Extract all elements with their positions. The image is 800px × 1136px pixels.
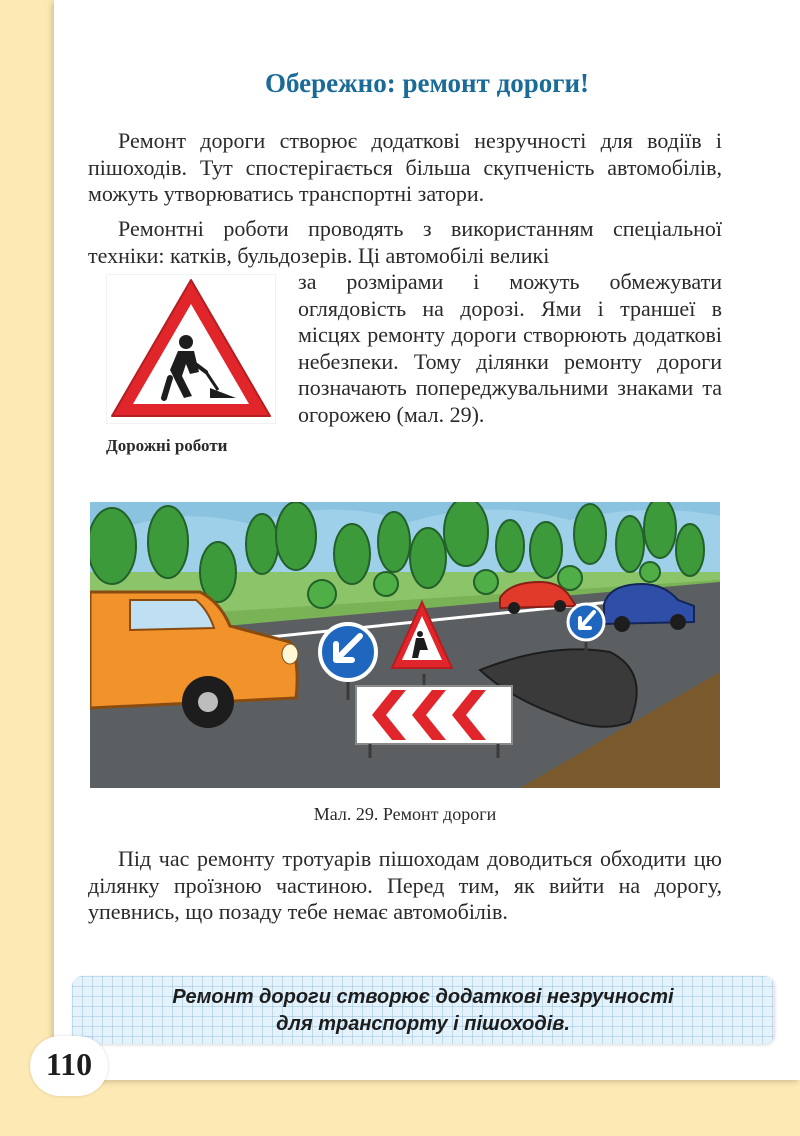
summary-note-line-1: Ремонт дороги створює додаткові незручності xyxy=(172,986,674,1008)
page-title: Обережно: ремонт дороги! xyxy=(264,68,590,98)
paragraph-intro xyxy=(88,128,722,208)
road-works-sign-icon xyxy=(106,274,276,424)
page-number: 110 xyxy=(45,1046,93,1082)
paragraph-sidewalk xyxy=(88,846,722,926)
paragraph-equipment-text: Ремонтні роботи проводять з використанням спеціальної техніки: катків, бульдозерів. Ці автомобілі великі xyxy=(88,216,722,268)
paragraph-intro-text: Ремонт дороги створює додаткові незручності для водіїв і пішоходів. Тут спостерігається більша скупченість автомобілів, можуть утворюватись транспортні затори. xyxy=(88,128,722,206)
summary-note-line-2: для транспорту і пішоходів. xyxy=(276,1013,570,1035)
paragraph-sidewalk-text: Під час ремонту тротуарів пішоходам доводиться обходити цю ділянку проїзною частиною. Перед тим, як вийти на дорогу, упевнись, що позаду тебе немає автомобілів. xyxy=(88,846,722,924)
paragraph-equipment-continued: за розмірами і можуть обмежувати оглядовість на дорозі. Ями і траншеї в місцях ремонту дороги створюють додаткові небезпеки. Тому ділянки ремонту дороги позначають попереджувальними знаками та огорожею (мал. 29). xyxy=(298,269,722,427)
sign-caption: Дорожні роботи xyxy=(106,436,228,455)
road-repair-illustration xyxy=(90,502,720,788)
paragraph-equipment xyxy=(88,216,722,269)
figure-caption: Мал. 29. Ремонт дороги xyxy=(313,804,497,824)
